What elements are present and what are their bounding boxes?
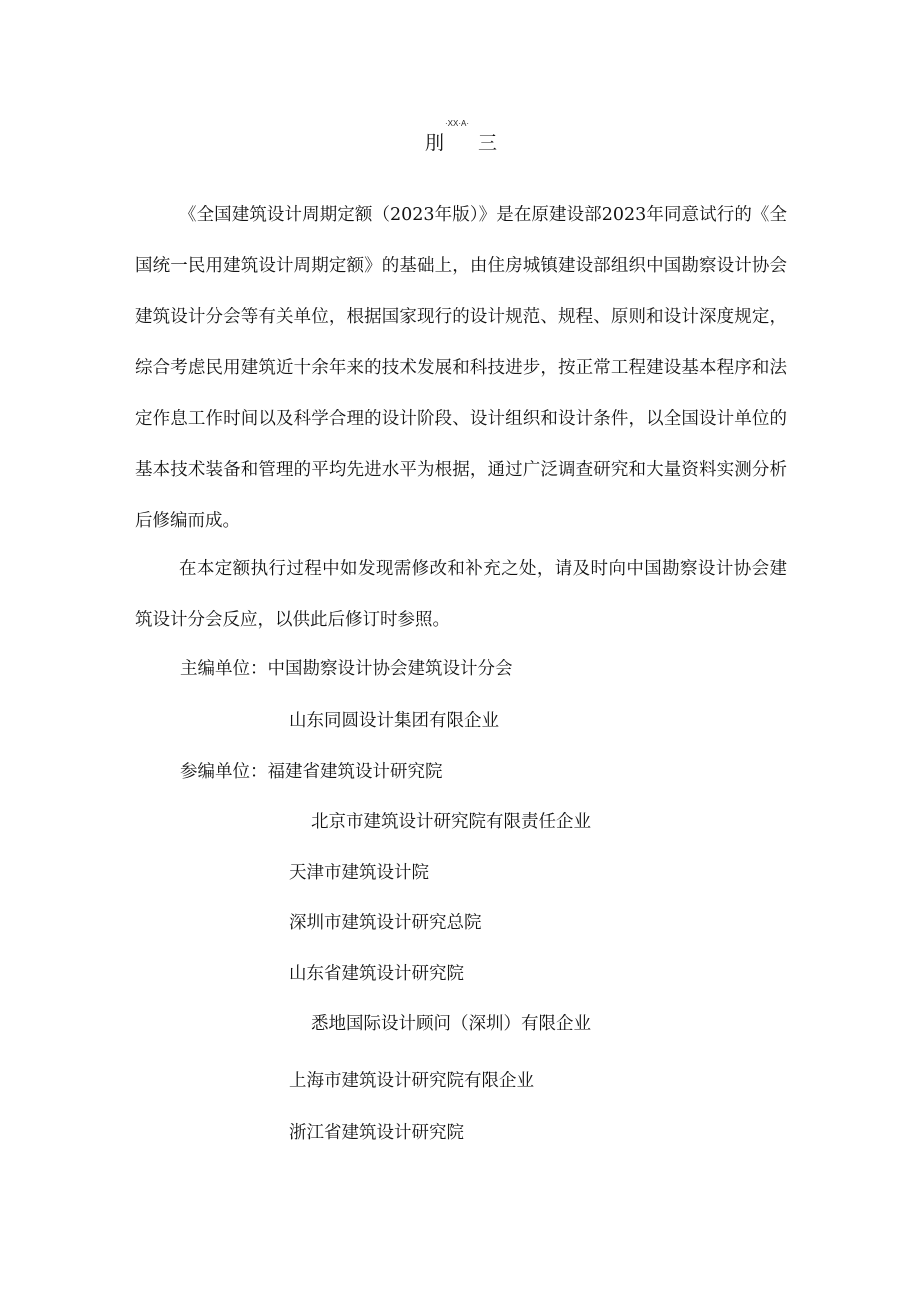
chief-editor-unit: 山东同圆设计集团有限企业 xyxy=(289,711,499,731)
chief-editor-line xyxy=(180,658,513,680)
chief-editor-unit: 中国勘察设计协会建筑设计分会 xyxy=(267,659,513,679)
co-editor-label: 参编单位： xyxy=(180,762,268,782)
co-editor-unit: 浙江省建筑设计研究院 xyxy=(289,1123,464,1143)
page-title-part1: 刖 xyxy=(425,132,445,154)
co-editor-unit: 上海市建筑设计研究院有限企业 xyxy=(289,1071,534,1091)
co-editor-unit: 天津市建筑设计院 xyxy=(289,863,429,883)
co-editor-unit: 山东省建筑设计研究院 xyxy=(289,964,464,984)
co-editor-unit: 深圳市建筑设计研究总院 xyxy=(289,913,482,933)
co-editor-unit: 北京市建筑设计研究院有限责任企业 xyxy=(311,812,591,832)
co-editor-line xyxy=(180,761,443,783)
preface-paragraph-1: 《全国建筑设计周期定额（2023年版）》是在原建设部2023年同意试行的《全国统一民用建筑设计周期定额》的基础上，由住房城镇建设部组织中国勘察设计协会建筑设计分会等有关单位，根据国家现行的设计规范、规程、原则和设计深度规定，综合考虑民用建筑近十余年来的技术发展和科技进步，按正常工程建设基本程序和法定作息工作时间以及科学合理的设计阶段、设计组织和设计条件，以全国设计单位的基本技术装备和管理的平均先进水平为根据，通过广泛调查研究和大量资料实测分析后修编而成。 xyxy=(135,205,787,531)
page-title xyxy=(425,128,497,155)
chief-editor-label: 主编单位： xyxy=(180,659,268,679)
header-mark: ·XX·A· xyxy=(445,119,469,128)
co-editor-unit: 福建省建筑设计研究院 xyxy=(267,762,443,782)
co-editor-unit: 悉地国际设计顾问（深圳）有限企业 xyxy=(311,1014,591,1034)
preface-paragraph-2: 在本定额执行过程中如发现需修改和补充之处，请及时向中国勘察设计协会建筑设计分会反应，以供此后修订时参照。 xyxy=(135,559,787,630)
page-title-part2: 三 xyxy=(478,132,498,154)
